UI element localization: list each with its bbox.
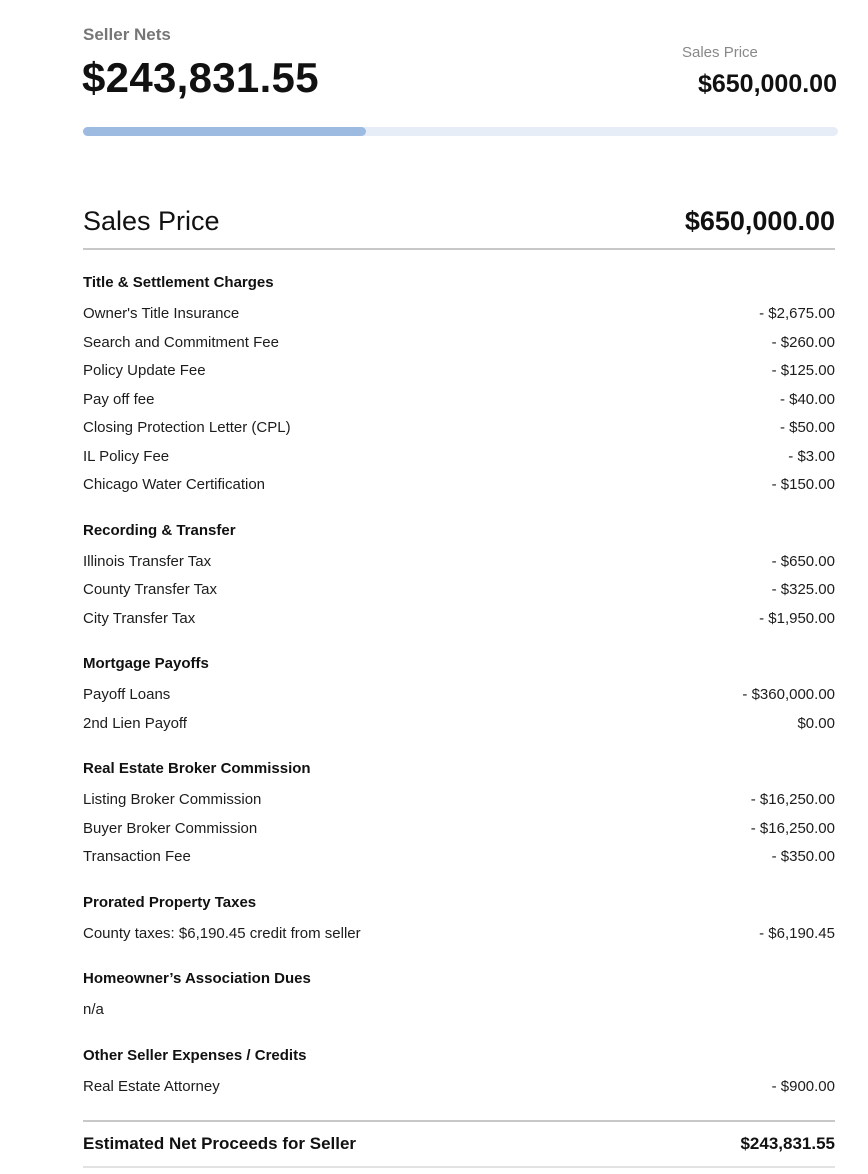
charge-label: City Transfer Tax [83,609,196,627]
charge-amount: - $125.00 [771,362,835,379]
charge-row [83,414,835,443]
charge-amount: - $360,000.00 [742,686,835,703]
seller-nets-value: $243,831.55 [82,54,319,101]
charge-row [83,329,835,358]
charge-label: Payoff Loans [83,686,171,703]
charge-amount: - $150.00 [771,476,835,493]
charge-row [83,548,835,577]
charge-row [83,710,835,739]
net-proceeds-progress-bar [83,127,838,136]
charge-row [83,681,835,710]
header-sales-price-label: Sales Price [682,44,758,61]
charge-amount: $0.00 [797,714,835,732]
header-sales-price-value: $650,000.00 [697,70,837,98]
charge-label: Search and Commitment Fee [83,333,279,351]
sales-price-label: Sales Price [83,206,220,236]
charge-amount: - $3.00 [788,447,835,465]
charge-row [83,843,835,872]
sales-price-row [83,206,835,250]
charge-label: Closing Protection Letter (CPL) [83,419,291,436]
charge-amount: - $900.00 [771,1077,835,1095]
charge-amount: - $325.00 [771,581,835,598]
charge-row [83,386,835,415]
charge-label: Listing Broker Commission [83,791,262,808]
charge-amount: - $1,950.00 [759,609,835,627]
charge-row [83,300,835,329]
charge-label: 2nd Lien Payoff [83,714,187,732]
charge-row [83,471,835,500]
charge-row [83,815,835,844]
estimated-net-proceeds-label: Estimated Net Proceeds for Seller [83,1134,357,1153]
charge-label: Pay off fee [83,390,155,408]
section-title: Mortgage Payoffs [83,655,209,672]
sales-price-value: $650,000.00 [684,206,835,236]
charge-label: Owner's Title Insurance [83,305,240,322]
section-title: Prorated Property Taxes [83,893,257,911]
estimated-net-proceeds-value: $243,831.55 [740,1134,835,1153]
charge-amount: - $16,250.00 [750,819,835,837]
section-title: Recording & Transfer [83,521,236,539]
charge-amount: - $650.00 [771,552,835,570]
charge-row [83,605,835,634]
charge-label: Policy Update Fee [83,362,206,379]
charge-row [83,786,835,815]
net-proceeds-progress-fill [83,127,366,136]
charge-label: Illinois Transfer Tax [83,552,212,570]
charge-amount: - $50.00 [779,419,835,436]
charge-amount: - $350.00 [771,848,835,865]
charge-amount: - $6,190.45 [759,924,835,942]
section-title: Real Estate Broker Commission [83,760,311,777]
estimated-net-proceeds-row [83,1120,835,1168]
charge-row [83,357,835,386]
charge-amount: - $40.00 [779,390,835,408]
section-title: Title & Settlement Charges [83,274,274,291]
charge-amount: - $2,675.00 [759,305,835,322]
charge-label: Transaction Fee [83,848,191,865]
charge-row [83,920,835,949]
charge-amount: - $260.00 [771,333,835,351]
charge-amount: - $16,250.00 [750,791,835,808]
charges-sections [83,266,835,1101]
charge-label: n/a [83,1001,104,1018]
seller-nets-label: Seller Nets [83,25,171,44]
section-title: Homeowner’s Association Dues [83,970,311,987]
charge-label: IL Policy Fee [83,447,170,465]
charge-label: Real Estate Attorney [83,1077,220,1095]
charge-row [83,996,835,1025]
charge-row [83,443,835,472]
charge-label: Chicago Water Certification [83,476,266,493]
charge-label: County Transfer Tax [83,581,217,598]
section-title: Other Seller Expenses / Credits [83,1046,307,1064]
charge-label: Buyer Broker Commission [83,819,258,837]
charge-row [83,576,835,605]
charge-label: County taxes: $6,190.45 credit from seller [83,924,361,942]
charge-row [83,1073,835,1102]
